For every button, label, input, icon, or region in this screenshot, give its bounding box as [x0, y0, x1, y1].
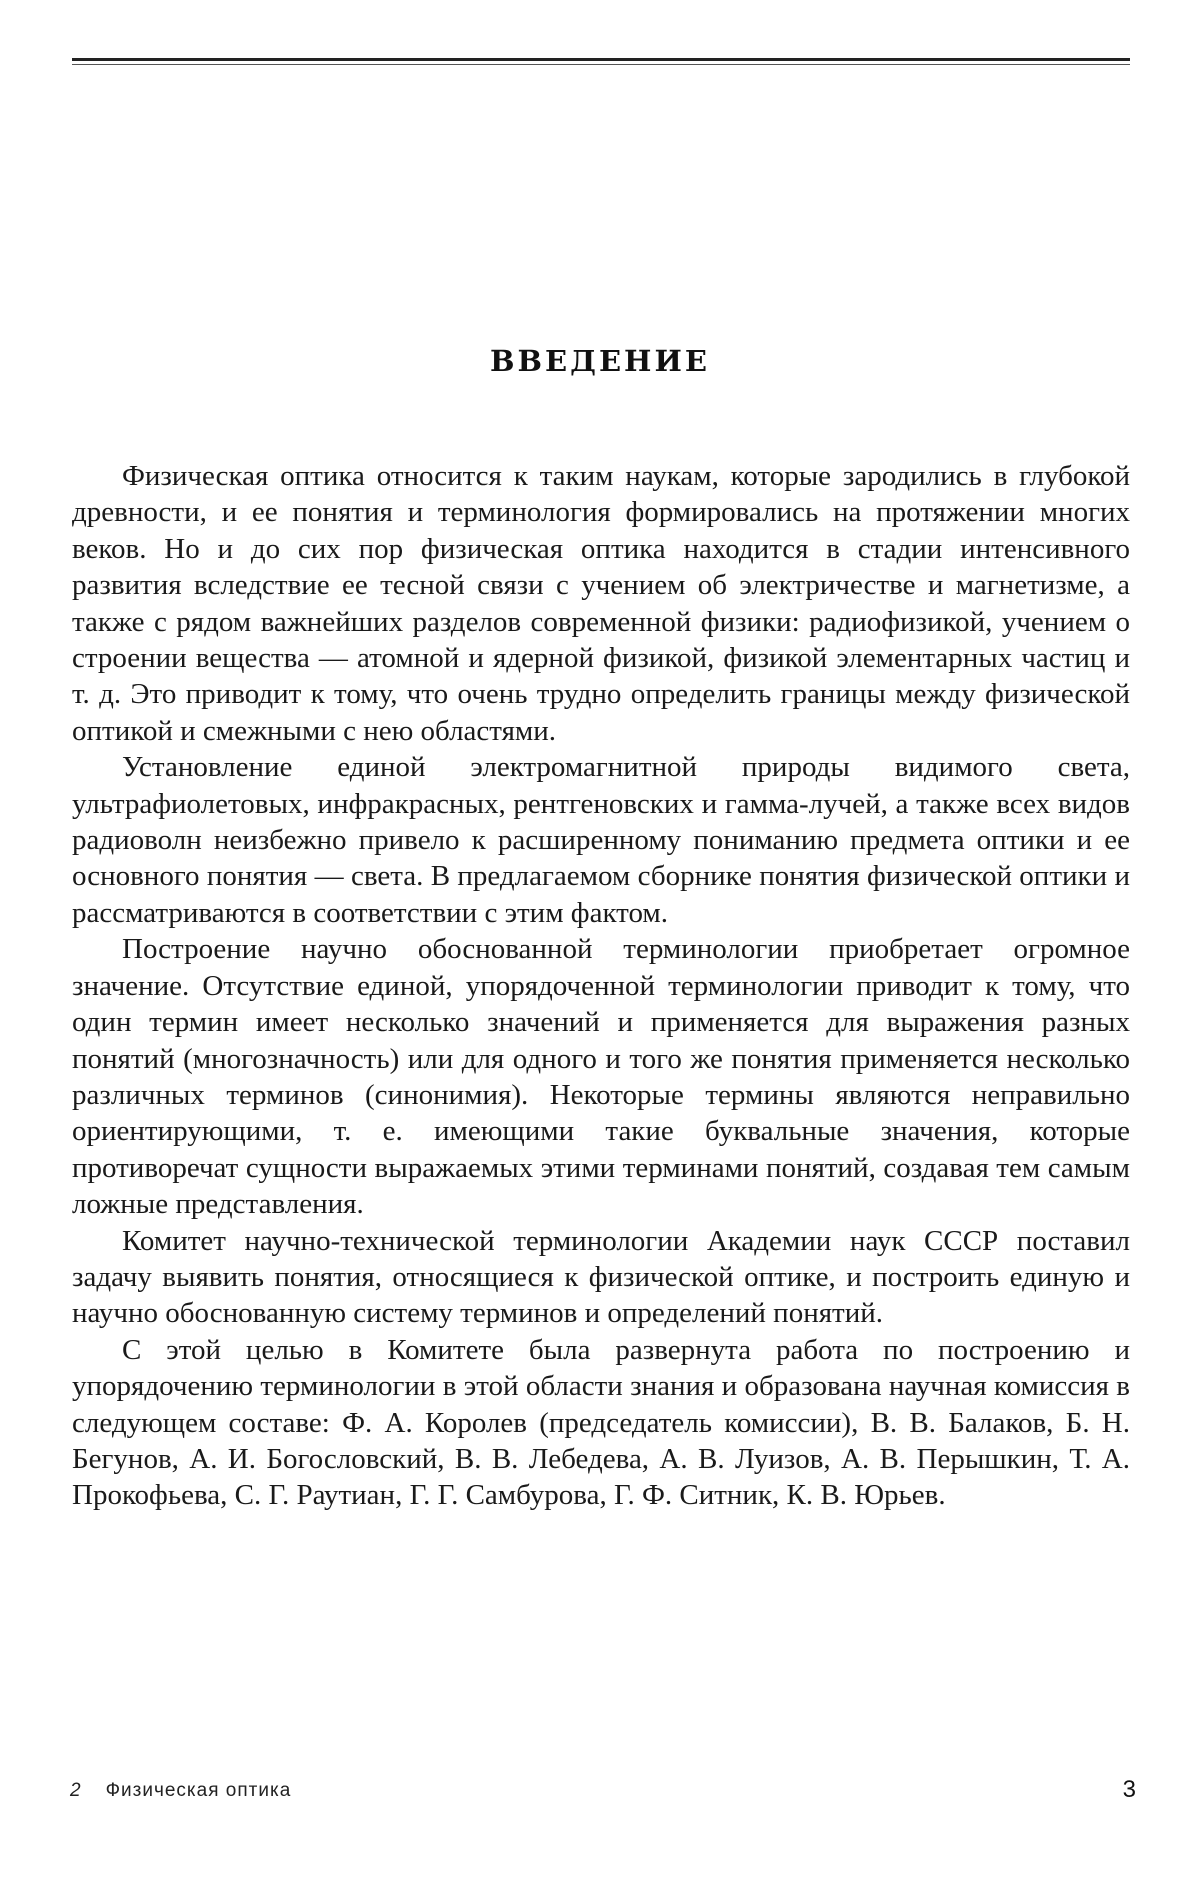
paragraph-1: Физическая оптика относится к таким наукам, которые зародились в глубокой древности, и ее понятия и терминология формировались на протяжении многих веков. Но и до сих пор физическая оптика находится в стадии интенсивного развития вследствие ее тесной связи с учением об электричестве и магнетизме, а также с рядом важнейших разделов современной физики: радиофизикой, учением о строении вещества — атомной и ядерной физикой, физикой элементарных частиц и т. д. Это приводит к тому, что очень трудно определить границы между физической оптикой и смежными с нею областями. [72, 458, 1130, 749]
paragraph-5: С этой целью в Комитете была развернута работа по построению и упорядочению терминологии в этой области знания и образована научная комиссия в следующем составе: Ф. А. Королев (председатель комиссии), В. В. Балаков, Б. Н. Бегунов, А. И. Богословский, В. В. Лебедева, А. В. Луизов, А. В. Перышкин, Т. А. Прокофьева, С. Г. Раутиан, Г. Г. Самбурова, Г. Ф. Ситник, К. В. Юрьев. [72, 1332, 1130, 1514]
header-rule [72, 58, 1130, 61]
header-rule-thin [72, 64, 1130, 65]
signature-number: 2 [70, 1780, 82, 1801]
paragraph-4: Комитет научно-технической терминологии Академии наук СССР поставил задачу выявить понятия, относящиеся к физической оптике, и построить единую и научно обоснованную систему терминов и определений понятий. [72, 1223, 1130, 1332]
page-title: ВВЕДЕНИЕ [0, 344, 1200, 378]
signature-title: Физическая оптика [106, 1780, 292, 1801]
signature-mark [70, 1780, 291, 1802]
paragraph-2: Установление единой электромагнитной природы видимого света, ультрафиолетовых, инфракрасных, рентгеновских и гамма-лучей, а также всех видов радиоволн неизбежно привело к расширенному пониманию предмета оптики и ее основного понятия — света. В предлагаемом сборнике понятия физической оптики и рассматриваются в соответствии с этим фактом. [72, 749, 1130, 931]
body-text [72, 458, 1130, 1514]
page-number: 3 [1123, 1776, 1136, 1804]
paragraph-3: Построение научно обоснованной терминологии приобретает огромное значение. Отсутствие единой, упорядоченной терминологии приводит к тому, что один термин имеет несколько значений и применяется для выражения разных понятий (многозначность) или для одного и того же понятия применяется несколько различных терминов (синонимия). Некоторые термины являются неправильно ориентирующими, т. е. имеющими такие буквальные значения, которые противоречат сущности выражаемых этими терминами понятий, создавая тем самым ложные представления. [72, 931, 1130, 1222]
